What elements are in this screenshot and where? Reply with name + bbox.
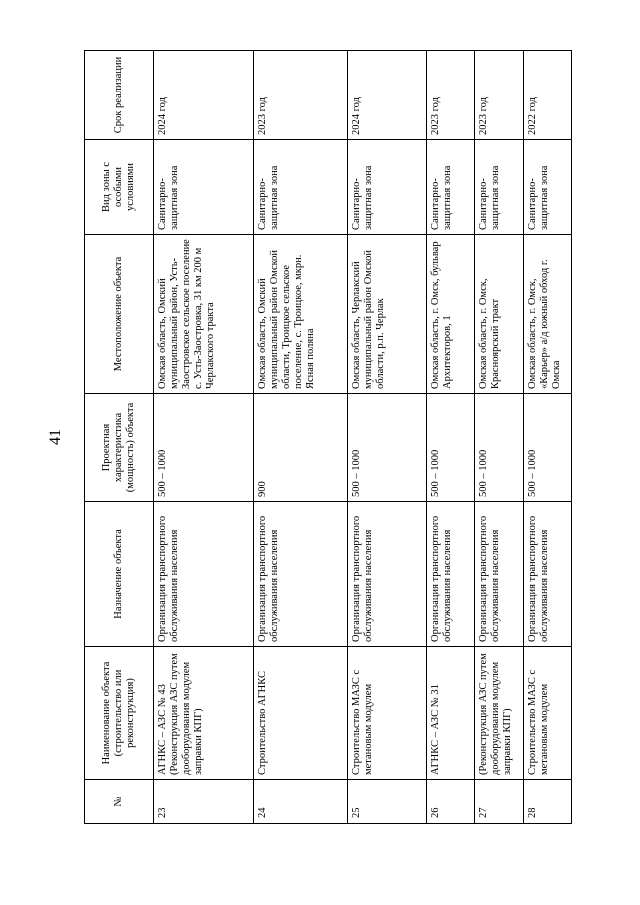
- cell-zone: Санитарно-защитная зона: [254, 140, 348, 235]
- cell-zone: Санитарно-защитная зона: [524, 140, 572, 235]
- cell-term: 2024 год: [154, 51, 254, 140]
- cell-num: 26: [427, 780, 475, 824]
- cell-location: Омская область, г. Омск, Красноярский тракт: [475, 235, 524, 394]
- cell-capacity: 500 – 1000: [475, 394, 524, 502]
- cell-location: Омская область, Омский муниципальный район Омской области, Троицкое сельское поселение, с. Троицкое, мкрн. Ясная поляна: [254, 235, 348, 394]
- cell-purpose: Организация транспортного обслуживания населения: [254, 502, 348, 647]
- table-row: [154, 51, 254, 824]
- cell-term: 2023 год: [254, 51, 348, 140]
- cell-purpose: Организация транспортного обслуживания населения: [348, 502, 427, 647]
- cell-num: 25: [348, 780, 427, 824]
- cell-zone: Санитарно-защитная зона: [348, 140, 427, 235]
- header-purpose: Назначение объекта: [85, 502, 154, 647]
- cell-location: Омская область, Омский муниципальный район, Усть-Заостровское сельское поселение с. Усть-Заостровка, 31 км 200 м Черлакского тракта: [154, 235, 254, 394]
- cell-term: 2022 год: [524, 51, 572, 140]
- table-row: [427, 51, 475, 824]
- cell-name: (Реконструкция АЗС путем дооборудования модулем заправки КПГ): [475, 647, 524, 780]
- cell-name: АГНКС – АЗС № 43 (Реконструкция АЗС путем дооборудования модулем заправки КПГ): [154, 647, 254, 780]
- cell-capacity: 900: [254, 394, 348, 502]
- cell-purpose: Организация транспортного обслуживания населения: [524, 502, 572, 647]
- cell-location: Омская область, г. Омск, бульвар Архитекторов, 1: [427, 235, 475, 394]
- cell-capacity: 500 – 1000: [348, 394, 427, 502]
- cell-num: 27: [475, 780, 524, 824]
- cell-term: 2024 год: [348, 51, 427, 140]
- header-capacity: Проектная характеристика (мощность) объекта: [85, 394, 154, 502]
- header-row: [85, 51, 154, 824]
- cell-zone: Санитарно-защитная зона: [427, 140, 475, 235]
- table-row: [254, 51, 348, 824]
- header-name: Наименование объекта (строительство или реконструкция): [85, 647, 154, 780]
- header-zone: Вид зоны с особыми условиями: [85, 140, 154, 235]
- cell-capacity: 500 – 1000: [524, 394, 572, 502]
- header-term: Срок реализации: [85, 51, 154, 140]
- cell-purpose: Организация транспортного обслуживания населения: [427, 502, 475, 647]
- cell-num: 23: [154, 780, 254, 824]
- table-row: [348, 51, 427, 824]
- cell-term: 2023 год: [475, 51, 524, 140]
- table-header: [85, 51, 154, 824]
- header-location: Местоположение объекта: [85, 235, 154, 394]
- cell-name: Строительство МАЗС с метановым модулем: [524, 647, 572, 780]
- cell-zone: Санитарно-защитная зона: [154, 140, 254, 235]
- rotated-table-container: [84, 51, 571, 824]
- page-number: 41: [47, 429, 64, 445]
- table-row: [475, 51, 524, 824]
- cell-zone: Санитарно-защитная зона: [475, 140, 524, 235]
- cell-location: Омская область, Черлакский муниципальный район Омской области, р.п. Черлак: [348, 235, 427, 394]
- header-num: №: [85, 780, 154, 824]
- cell-location: Омская область, г. Омск, «Карьер» а/д южный обход г. Омска: [524, 235, 572, 394]
- objects-table: [84, 50, 572, 824]
- cell-term: 2023 год: [427, 51, 475, 140]
- table-row: [524, 51, 572, 824]
- cell-num: 24: [254, 780, 348, 824]
- cell-num: 28: [524, 780, 572, 824]
- cell-name: Строительство АГНКС: [254, 647, 348, 780]
- cell-purpose: Организация транспортного обслуживания населения: [475, 502, 524, 647]
- cell-name: Строительство МАЗС с метановым модулем: [348, 647, 427, 780]
- cell-purpose: Организация транспортного обслуживания населения: [154, 502, 254, 647]
- cell-capacity: 500 – 1000: [154, 394, 254, 502]
- cell-name: АГНКС – АЗС № 31: [427, 647, 475, 780]
- cell-capacity: 500 – 1000: [427, 394, 475, 502]
